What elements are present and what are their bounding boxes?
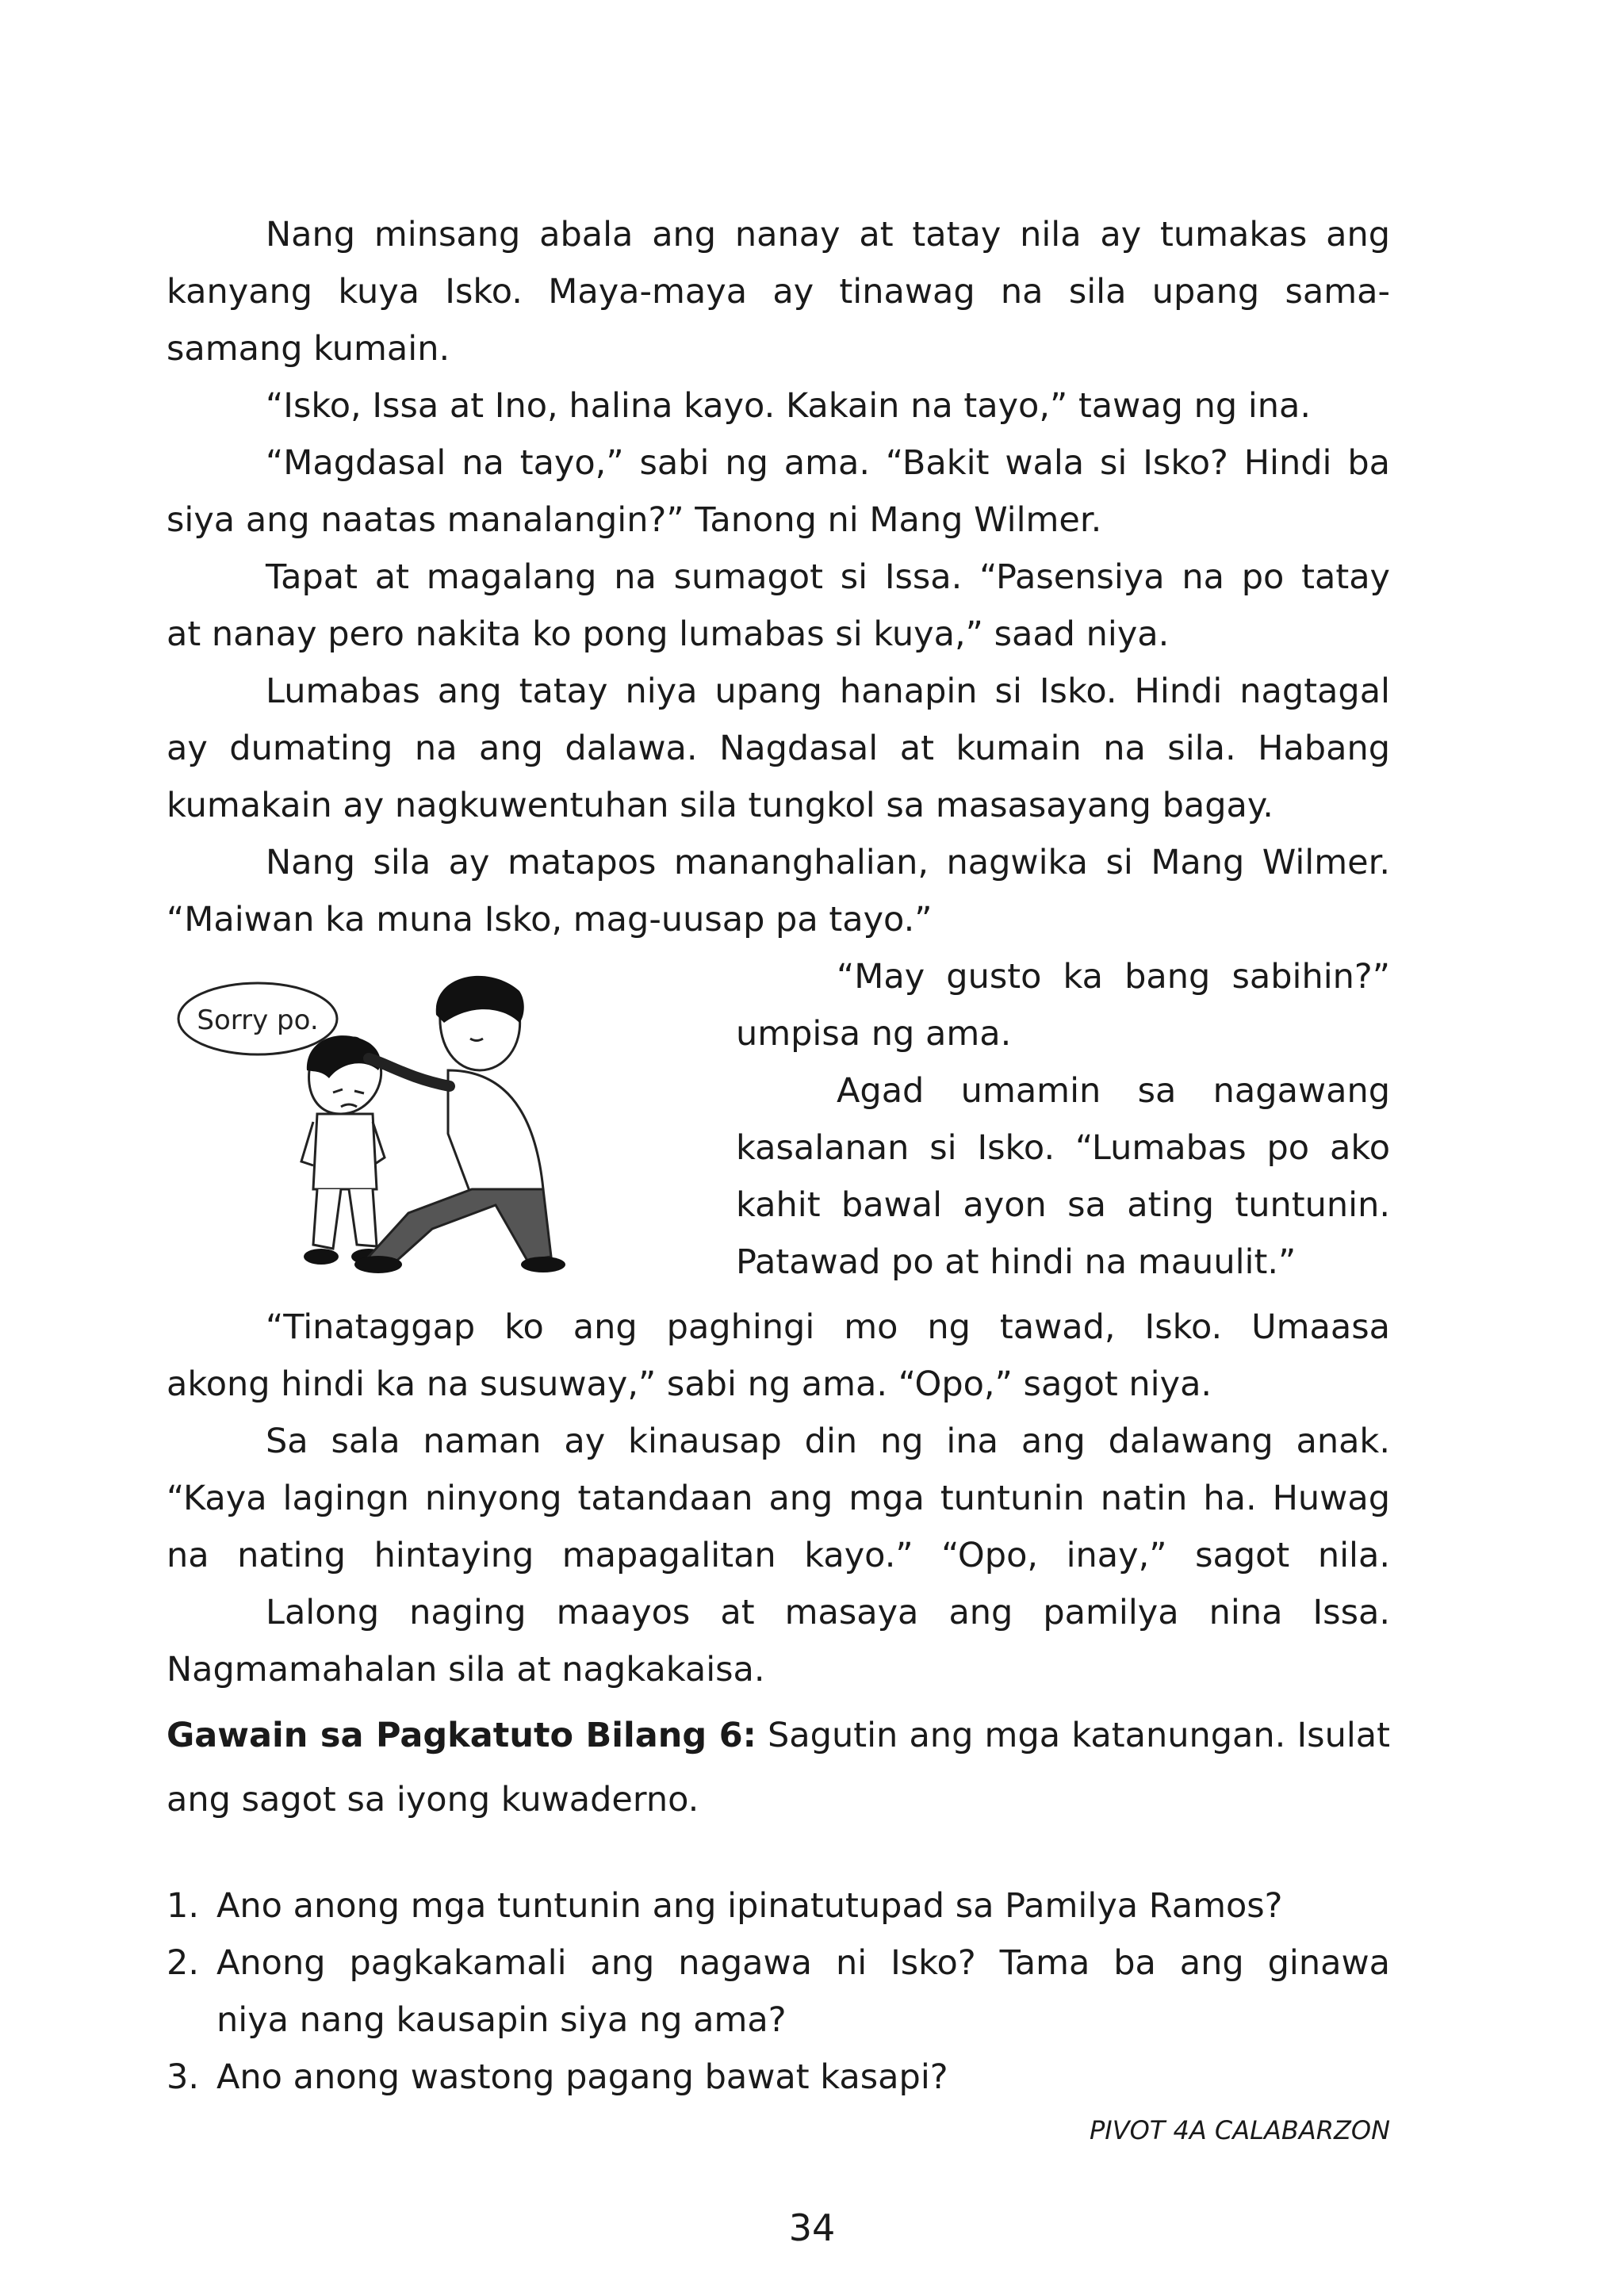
question-text: Anong pagkakamali ang nagawa ni Isko? Tama ba ang ginawa [216, 1943, 1390, 1983]
gawain-instruction-line2: ang sagot sa iyong kuwaderno. [167, 1780, 699, 1820]
story-line: Nang minsang abala ang nanay at tatay nila ay tumakas ang [266, 215, 1390, 254]
story-line: umpisa ng ama. [736, 1014, 1012, 1054]
story-line: Nagmamahalan sila at nagkakaisa. [167, 1650, 765, 1689]
boy-figure [301, 1035, 386, 1265]
question-text: Ano anong mga tuntunin ang ipinatutupad sa Pamilya Ramos? [216, 1886, 1283, 1926]
father-figure [354, 976, 565, 1273]
page-number: 34 [788, 2206, 836, 2249]
gawain-title: Gawain sa Pagkatuto Bilang 6: [167, 1716, 756, 1755]
story-line: “Kaya lagingn ninyong tatandaan ang mga tuntunin natin ha. Huwag [167, 1479, 1390, 1518]
story-line: siya ang naatas manalangin?” Tanong ni Mang Wilmer. [167, 500, 1102, 540]
story-line: kanyang kuya Isko. Maya-maya ay tinawag na sila upang sama- [167, 272, 1390, 312]
story-line: “Isko, Issa at Ino, halina kayo. Kakain na tayo,” tawag ng ina. [266, 386, 1312, 426]
story-line: kasalanan si Isko. “Lumabas po ako [736, 1128, 1390, 1168]
footer-label: PIVOT 4A CALABARZON [1089, 2115, 1390, 2145]
story-line: kahit bawal ayon sa ating tuntunin. [736, 1185, 1390, 1225]
story-line: “Maiwan ka muna Isko, mag-uusap pa tayo.” [167, 900, 933, 939]
question-text: Ano anong wastong pagang bawat kasapi? [216, 2057, 948, 2097]
story-line: Tapat at magalang na sumagot si Issa. “Pasensiya na po tatay [266, 557, 1390, 597]
story-line: kumakain ay nagkuwentuhan sila tungkol sa masasayang bagay. [167, 786, 1274, 825]
story-line: at nanay pero nakita ko pong lumabas si kuya,” saad niya. [167, 614, 1170, 654]
gawain-heading [167, 1707, 1390, 1764]
question-number: 2. [167, 1943, 200, 1983]
story-line: ay dumating na ang dalawa. Nagdasal at kumain na sila. Habang [167, 729, 1390, 768]
story-line: na nating hintaying mapagalitan kayo.” “Opo, inay,” sagot nila. [167, 1536, 1390, 1575]
story-line: “Magdasal na tayo,” sabi ng ama. “Bakit wala si Isko? Hindi ba [266, 443, 1390, 483]
gawain-instruction: Sagutin ang mga katanungan. Isulat [768, 1716, 1390, 1755]
story-line: Sa sala naman ay kinausap din ng ina ang dalawang anak. [266, 1422, 1390, 1461]
story-line: akong hindi ka na susuway,” sabi ng ama. “Opo,” sagot niya. [167, 1364, 1212, 1404]
question-number: 3. [167, 2057, 200, 2097]
story-line: “Tinataggap ko ang paghingi mo ng tawad, Isko. Umaasa [266, 1307, 1390, 1347]
story-line: Nang sila ay matapos mananghalian, nagwika si Mang Wilmer. [266, 843, 1390, 882]
story-line: Patawad po at hindi na mauulit.” [736, 1242, 1297, 1282]
story-line: Lumabas ang tatay niya upang hanapin si Isko. Hindi nagtagal [266, 672, 1390, 711]
question-number: 1. [167, 1886, 200, 1926]
story-line: Lalong naging maayos at masaya ang pamilya nina Issa. [266, 1593, 1390, 1632]
question-text: niya nang kausapin siya ng ama? [216, 2000, 787, 2040]
story-line: samang kumain. [167, 329, 450, 369]
story-line: “May gusto ka bang sabihin?” [837, 957, 1390, 997]
thought-bubble-text: Sorry po. [197, 1004, 319, 1036]
story-line: Agad umamin sa nagawang [837, 1071, 1390, 1111]
father-son-illustration [170, 951, 718, 1284]
